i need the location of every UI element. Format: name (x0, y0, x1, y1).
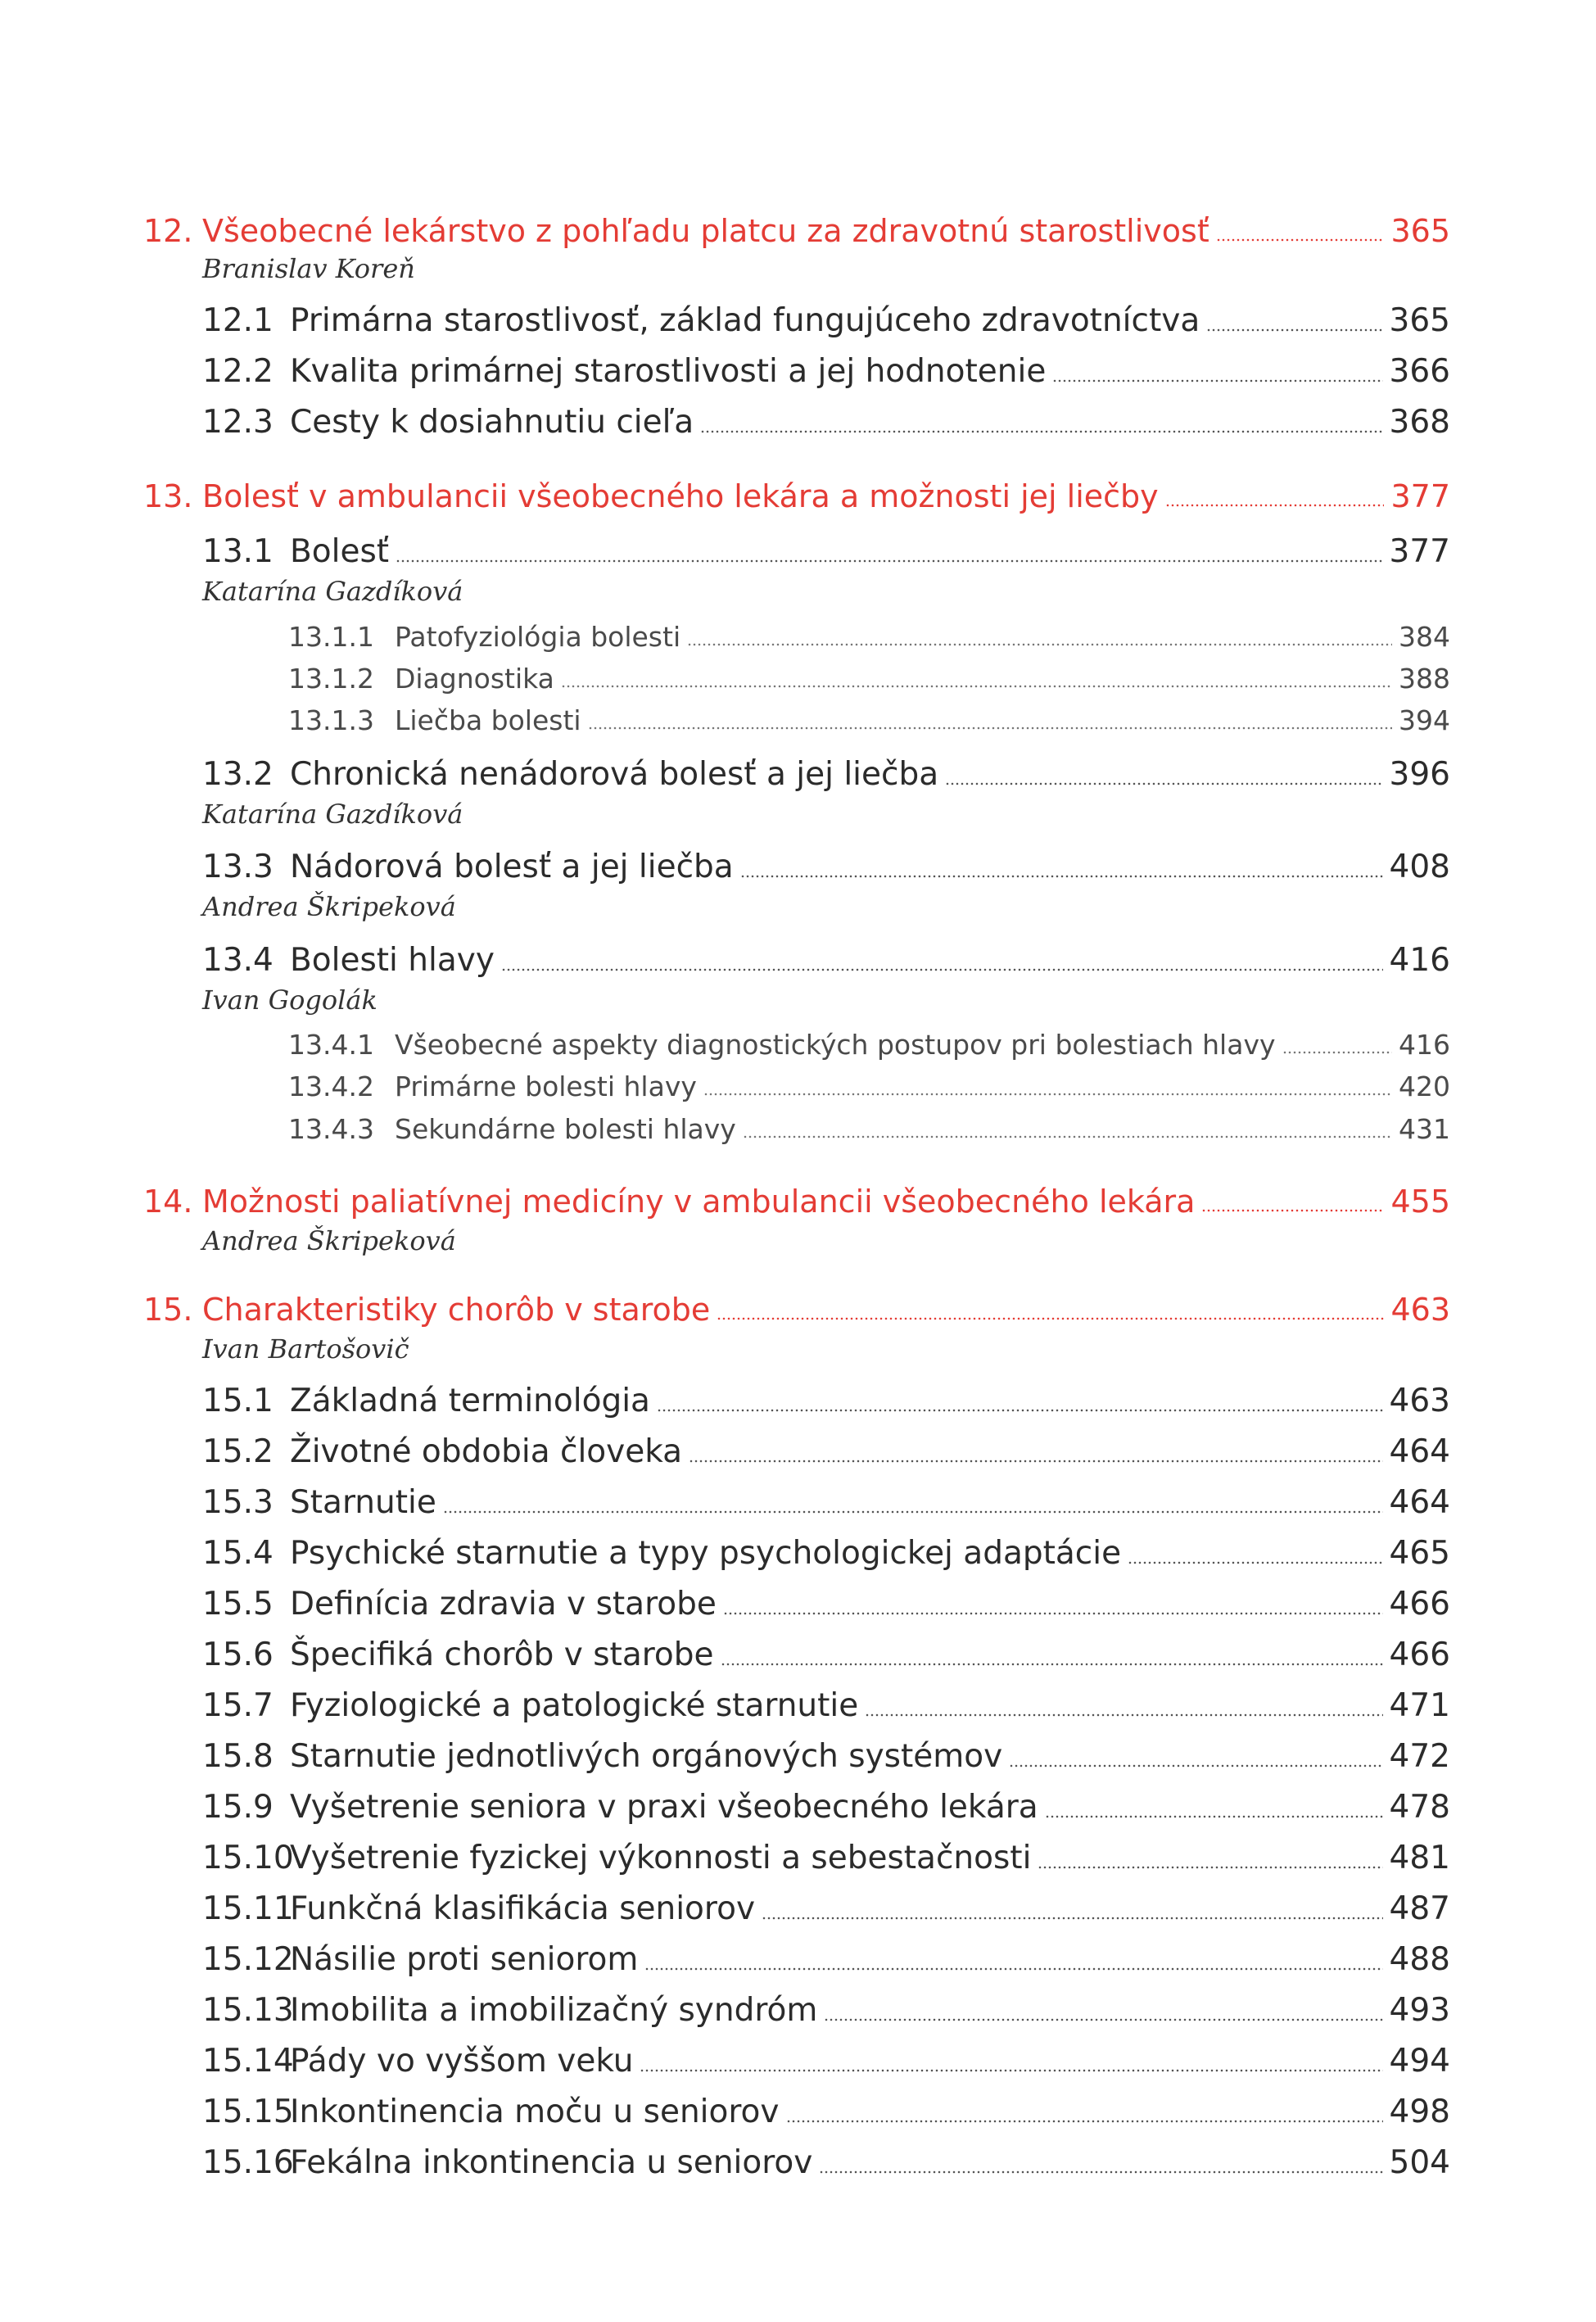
sub-title: Primárne bolesti hlavy (395, 1070, 697, 1102)
chapter-number: 12. (143, 213, 193, 249)
dot-leader (786, 2120, 1383, 2123)
author-name: Andrea Škripeková (202, 1225, 456, 1256)
section-number: 15.3 (202, 1484, 274, 1521)
sub-title: Sekundárne bolesti hlavy (395, 1113, 736, 1145)
section-entry[interactable] (202, 1890, 1450, 1927)
section-entry[interactable] (202, 2043, 1450, 2080)
author-name: Katarína Gazdíková (202, 576, 463, 607)
section-title: Imobilita a imobilizačný syndróm (290, 1992, 818, 2029)
section-entry[interactable] (202, 1433, 1450, 1470)
section-entry[interactable] (202, 353, 1450, 390)
section-title: Primárna starostlivosť, základ fungujúceho zdravotníctva (290, 302, 1200, 339)
page-number: 466 (1389, 1636, 1450, 1673)
author-name: Katarína Gazdíková (202, 799, 463, 830)
dot-leader (743, 1135, 1392, 1138)
section-number: 15.13 (202, 1992, 294, 2029)
section-entry[interactable] (202, 533, 1450, 570)
page-number: 365 (1390, 213, 1450, 249)
page-number: 431 (1399, 1113, 1450, 1145)
dot-leader (443, 1510, 1383, 1514)
section-title: Funkčná klasifikácia seniorov (290, 1890, 756, 1927)
section-number: 13.4 (202, 942, 274, 979)
section-number: 15.2 (202, 1433, 274, 1470)
dot-leader (689, 1460, 1383, 1463)
section-entry[interactable] (202, 756, 1450, 793)
section-entry[interactable] (202, 1586, 1450, 1623)
dot-leader (1165, 504, 1385, 507)
section-title: Životné obdobia človeka (290, 1433, 683, 1470)
section-number: 15.15 (202, 2093, 294, 2130)
section-title: Špecifiká chorôb v starobe (290, 1636, 714, 1673)
dot-leader (1282, 1051, 1393, 1054)
chapter-number: 13. (143, 478, 193, 514)
sub-entry[interactable] (288, 1113, 1450, 1145)
sub-number: 13.1.3 (288, 704, 374, 736)
page-number: 384 (1399, 621, 1450, 653)
page-number: 463 (1389, 1383, 1450, 1419)
section-title: Základná terminológia (290, 1383, 650, 1419)
section-title: Definícia zdravia v starobe (290, 1586, 717, 1623)
page-number: 396 (1389, 756, 1450, 793)
section-number: 15.7 (202, 1687, 274, 1724)
section-entry[interactable] (202, 404, 1450, 441)
dot-leader (865, 1713, 1382, 1717)
section-title: Bolesť (290, 533, 390, 570)
dot-leader (762, 1917, 1383, 1920)
chapter-title: Charakteristiky chorôb v starobe (202, 1292, 711, 1328)
dot-leader (824, 2018, 1382, 2021)
sub-number: 13.4.2 (288, 1070, 374, 1102)
dot-leader (1201, 1209, 1384, 1212)
section-title: Fekálna inkontinencia u seniorov (290, 2144, 813, 2181)
section-number: 12.1 (202, 302, 274, 339)
page-number: 466 (1389, 1586, 1450, 1623)
page-number: 365 (1389, 302, 1450, 339)
section-entry[interactable] (202, 1789, 1450, 1826)
dot-leader (396, 559, 1382, 563)
section-entry[interactable] (202, 849, 1450, 885)
section-number: 15.5 (202, 1586, 274, 1623)
page-number: 377 (1389, 533, 1450, 570)
section-number: 15.6 (202, 1636, 274, 1673)
sub-title: Všeobecné aspekty diagnostických postupov pri bolestiach hlavy (395, 1029, 1276, 1061)
page-number: 394 (1399, 704, 1450, 736)
page-number: 416 (1399, 1029, 1450, 1061)
dot-leader (1009, 1764, 1382, 1768)
section-entry[interactable] (202, 1738, 1450, 1775)
section-number: 15.9 (202, 1789, 274, 1826)
section-number: 15.12 (202, 1941, 294, 1978)
section-entry[interactable] (202, 1992, 1450, 2029)
section-number: 15.1 (202, 1383, 274, 1419)
page-number: 487 (1389, 1890, 1450, 1927)
sub-number: 13.4.1 (288, 1029, 374, 1061)
dot-leader (723, 1612, 1383, 1615)
section-title: Chronická nenádorová bolesť a jej liečba (290, 756, 939, 793)
page-number: 478 (1389, 1789, 1450, 1826)
page-number: 488 (1389, 1941, 1450, 1978)
page-number: 493 (1389, 1992, 1450, 2029)
page-number: 408 (1389, 849, 1450, 885)
section-entry[interactable] (202, 1941, 1450, 1978)
section-entry[interactable] (202, 1484, 1450, 1521)
dot-leader (1206, 328, 1382, 332)
page-number: 465 (1389, 1535, 1450, 1572)
sub-entry[interactable] (288, 1070, 1450, 1102)
section-number: 13.2 (202, 756, 274, 793)
section-title: Cesty k dosiahnutiu cieľa (290, 404, 694, 441)
dot-leader (644, 1967, 1382, 1971)
dot-leader (1216, 238, 1385, 242)
dot-leader (561, 685, 1392, 688)
dot-leader (740, 875, 1383, 878)
chapter-number: 14. (143, 1184, 193, 1220)
chapter-entry[interactable] (143, 213, 1450, 249)
author-name: Ivan Bartošovič (202, 1333, 409, 1365)
section-entry[interactable] (202, 1535, 1450, 1572)
section-number: 12.3 (202, 404, 274, 441)
author-name: Branislav Koreň (202, 253, 415, 284)
page-number: 416 (1389, 942, 1450, 979)
dot-leader (819, 2170, 1382, 2174)
author-name: Andrea Škripeková (202, 891, 456, 922)
dot-leader (687, 643, 1392, 646)
page-number: 464 (1389, 1433, 1450, 1470)
chapter-entry[interactable] (143, 1292, 1450, 1328)
dot-leader (703, 1093, 1392, 1096)
sub-entry[interactable] (288, 663, 1450, 695)
section-entry[interactable] (202, 942, 1450, 979)
page-number: 498 (1389, 2093, 1450, 2130)
chapter-number: 15. (143, 1292, 193, 1328)
section-title: Fyziologické a patologické starnutie (290, 1687, 859, 1724)
section-title: Kvalita primárnej starostlivosti a jej hodnotenie (290, 353, 1047, 390)
chapter-title: Bolesť v ambulancii všeobecného lekára a možnosti jej liečby (202, 478, 1159, 514)
section-number: 15.16 (202, 2144, 294, 2181)
page-number: 366 (1389, 353, 1450, 390)
section-entry[interactable] (202, 302, 1450, 339)
section-number: 15.14 (202, 2043, 294, 2080)
dot-leader (721, 1663, 1383, 1666)
chapter-title: Všeobecné lekárstvo z pohľadu platcu za zdravotnú starostlivosť (202, 213, 1209, 249)
sub-number: 13.1.1 (288, 621, 374, 653)
section-number: 15.11 (202, 1890, 294, 1927)
page-number: 494 (1389, 2043, 1450, 2080)
dot-leader (640, 2069, 1382, 2072)
dot-leader (1045, 1815, 1383, 1818)
section-number: 12.2 (202, 353, 274, 390)
section-entry[interactable] (202, 1636, 1450, 1673)
section-title: Násilie proti seniorom (290, 1941, 639, 1978)
page-number: 472 (1389, 1738, 1450, 1775)
page-number: 471 (1389, 1687, 1450, 1724)
dot-leader (945, 782, 1382, 785)
sub-entry[interactable] (288, 1029, 1450, 1061)
section-entry[interactable] (202, 1687, 1450, 1724)
section-title: Vyšetrenie seniora v praxi všeobecného lekára (290, 1789, 1038, 1826)
section-title: Bolesti hlavy (290, 942, 495, 979)
section-number: 13.3 (202, 849, 274, 885)
section-number: 15.10 (202, 1840, 294, 1876)
dot-leader (717, 1317, 1384, 1320)
page-number: 464 (1389, 1484, 1450, 1521)
section-entry[interactable] (202, 2093, 1450, 2130)
section-entry[interactable] (202, 2144, 1450, 2181)
chapter-entry[interactable] (143, 1184, 1450, 1220)
dot-leader (501, 968, 1383, 971)
section-title: Nádorová bolesť a jej liečba (290, 849, 734, 885)
section-number: 15.8 (202, 1738, 274, 1775)
section-entry[interactable] (202, 1840, 1450, 1876)
dot-leader (1128, 1561, 1382, 1564)
sub-number: 13.1.2 (288, 663, 374, 695)
page-number: 463 (1390, 1292, 1450, 1328)
section-number: 13.1 (202, 533, 274, 570)
sub-entry[interactable] (288, 704, 1450, 736)
page-number: 481 (1389, 1840, 1450, 1876)
section-entry[interactable] (202, 1383, 1450, 1419)
sub-entry[interactable] (288, 621, 1450, 653)
sub-title: Patofyziológia bolesti (395, 621, 681, 653)
dot-leader (588, 726, 1392, 730)
section-title: Starnutie jednotlivých orgánových systémov (290, 1738, 1003, 1775)
section-title: Starnutie (290, 1484, 436, 1521)
author-name: Ivan Gogolák (202, 984, 378, 1016)
sub-number: 13.4.3 (288, 1113, 374, 1145)
page-number: 504 (1389, 2144, 1450, 2181)
page-number: 368 (1389, 404, 1450, 441)
section-title: Psychické starnutie a typy psychologickej adaptácie (290, 1535, 1122, 1572)
section-title: Vyšetrenie fyzickej výkonnosti a sebestačnosti (290, 1840, 1032, 1876)
page-number: 388 (1399, 663, 1450, 695)
sub-title: Diagnostika (395, 663, 554, 695)
page-number: 455 (1390, 1184, 1450, 1220)
chapter-entry[interactable] (143, 478, 1450, 514)
dot-leader (657, 1409, 1383, 1412)
page-number: 377 (1390, 478, 1450, 514)
chapter-title: Možnosti paliatívnej medicíny v ambulancii všeobecného lekára (202, 1184, 1196, 1220)
section-title: Pády vo vyššom veku (290, 2043, 634, 2080)
dot-leader (1052, 379, 1382, 382)
section-number: 15.4 (202, 1535, 274, 1572)
page-number: 420 (1399, 1070, 1450, 1102)
dot-leader (700, 430, 1382, 433)
sub-title: Liečba bolesti (395, 704, 581, 736)
dot-leader (1038, 1866, 1382, 1869)
section-title: Inkontinencia moču u seniorov (290, 2093, 780, 2130)
